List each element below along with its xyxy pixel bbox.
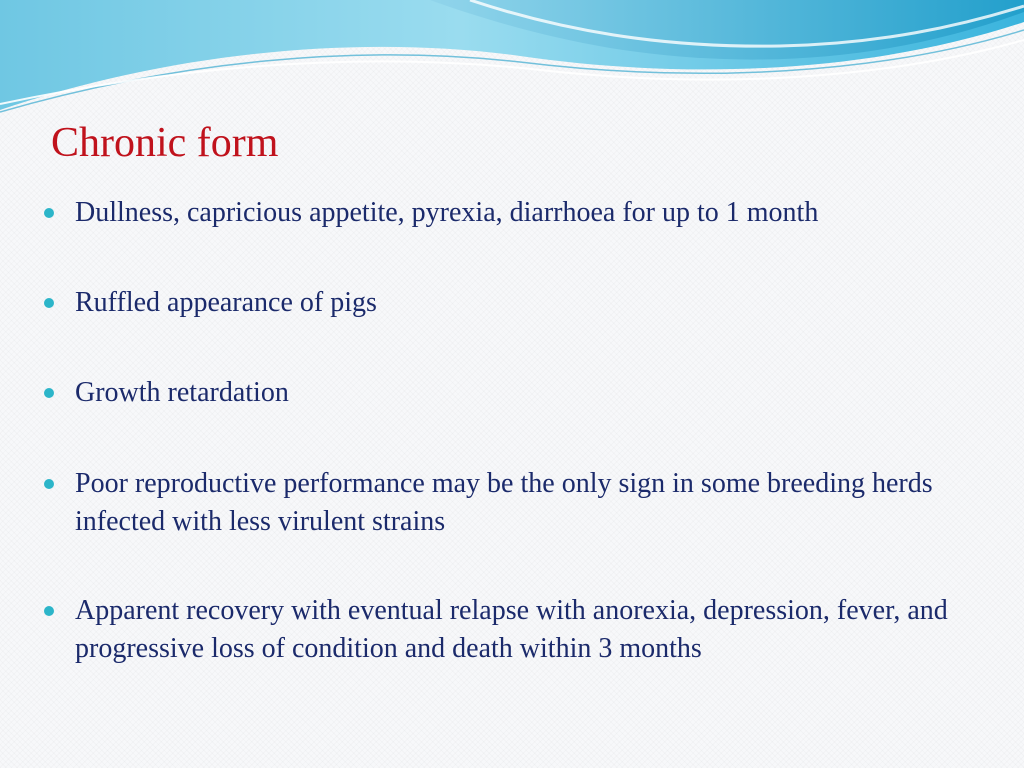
- bullet-dot-icon: [44, 208, 54, 218]
- bullet-text: Dullness, capricious appetite, pyrexia, diarrhoea for up to 1 month: [75, 197, 819, 228]
- bullet-dot-icon: [44, 606, 54, 616]
- bullet-dot-icon: [44, 479, 54, 489]
- wave-banner-decoration: [0, 0, 1024, 120]
- slide-title: Chronic form: [51, 120, 279, 166]
- bullet-text: Growth retardation: [75, 377, 289, 408]
- bullet-text: Ruffled appearance of pigs: [75, 287, 377, 318]
- bullet-text: Poor reproductive performance may be the only sign in some breeding herds infected with less virulent strains: [75, 468, 933, 537]
- bullet-text: Apparent recovery with eventual relapse with anorexia, depression, fever, and progressive loss of condition and death within 3 months: [75, 595, 948, 664]
- bullet-dot-icon: [44, 388, 54, 398]
- bullet-dot-icon: [44, 298, 54, 308]
